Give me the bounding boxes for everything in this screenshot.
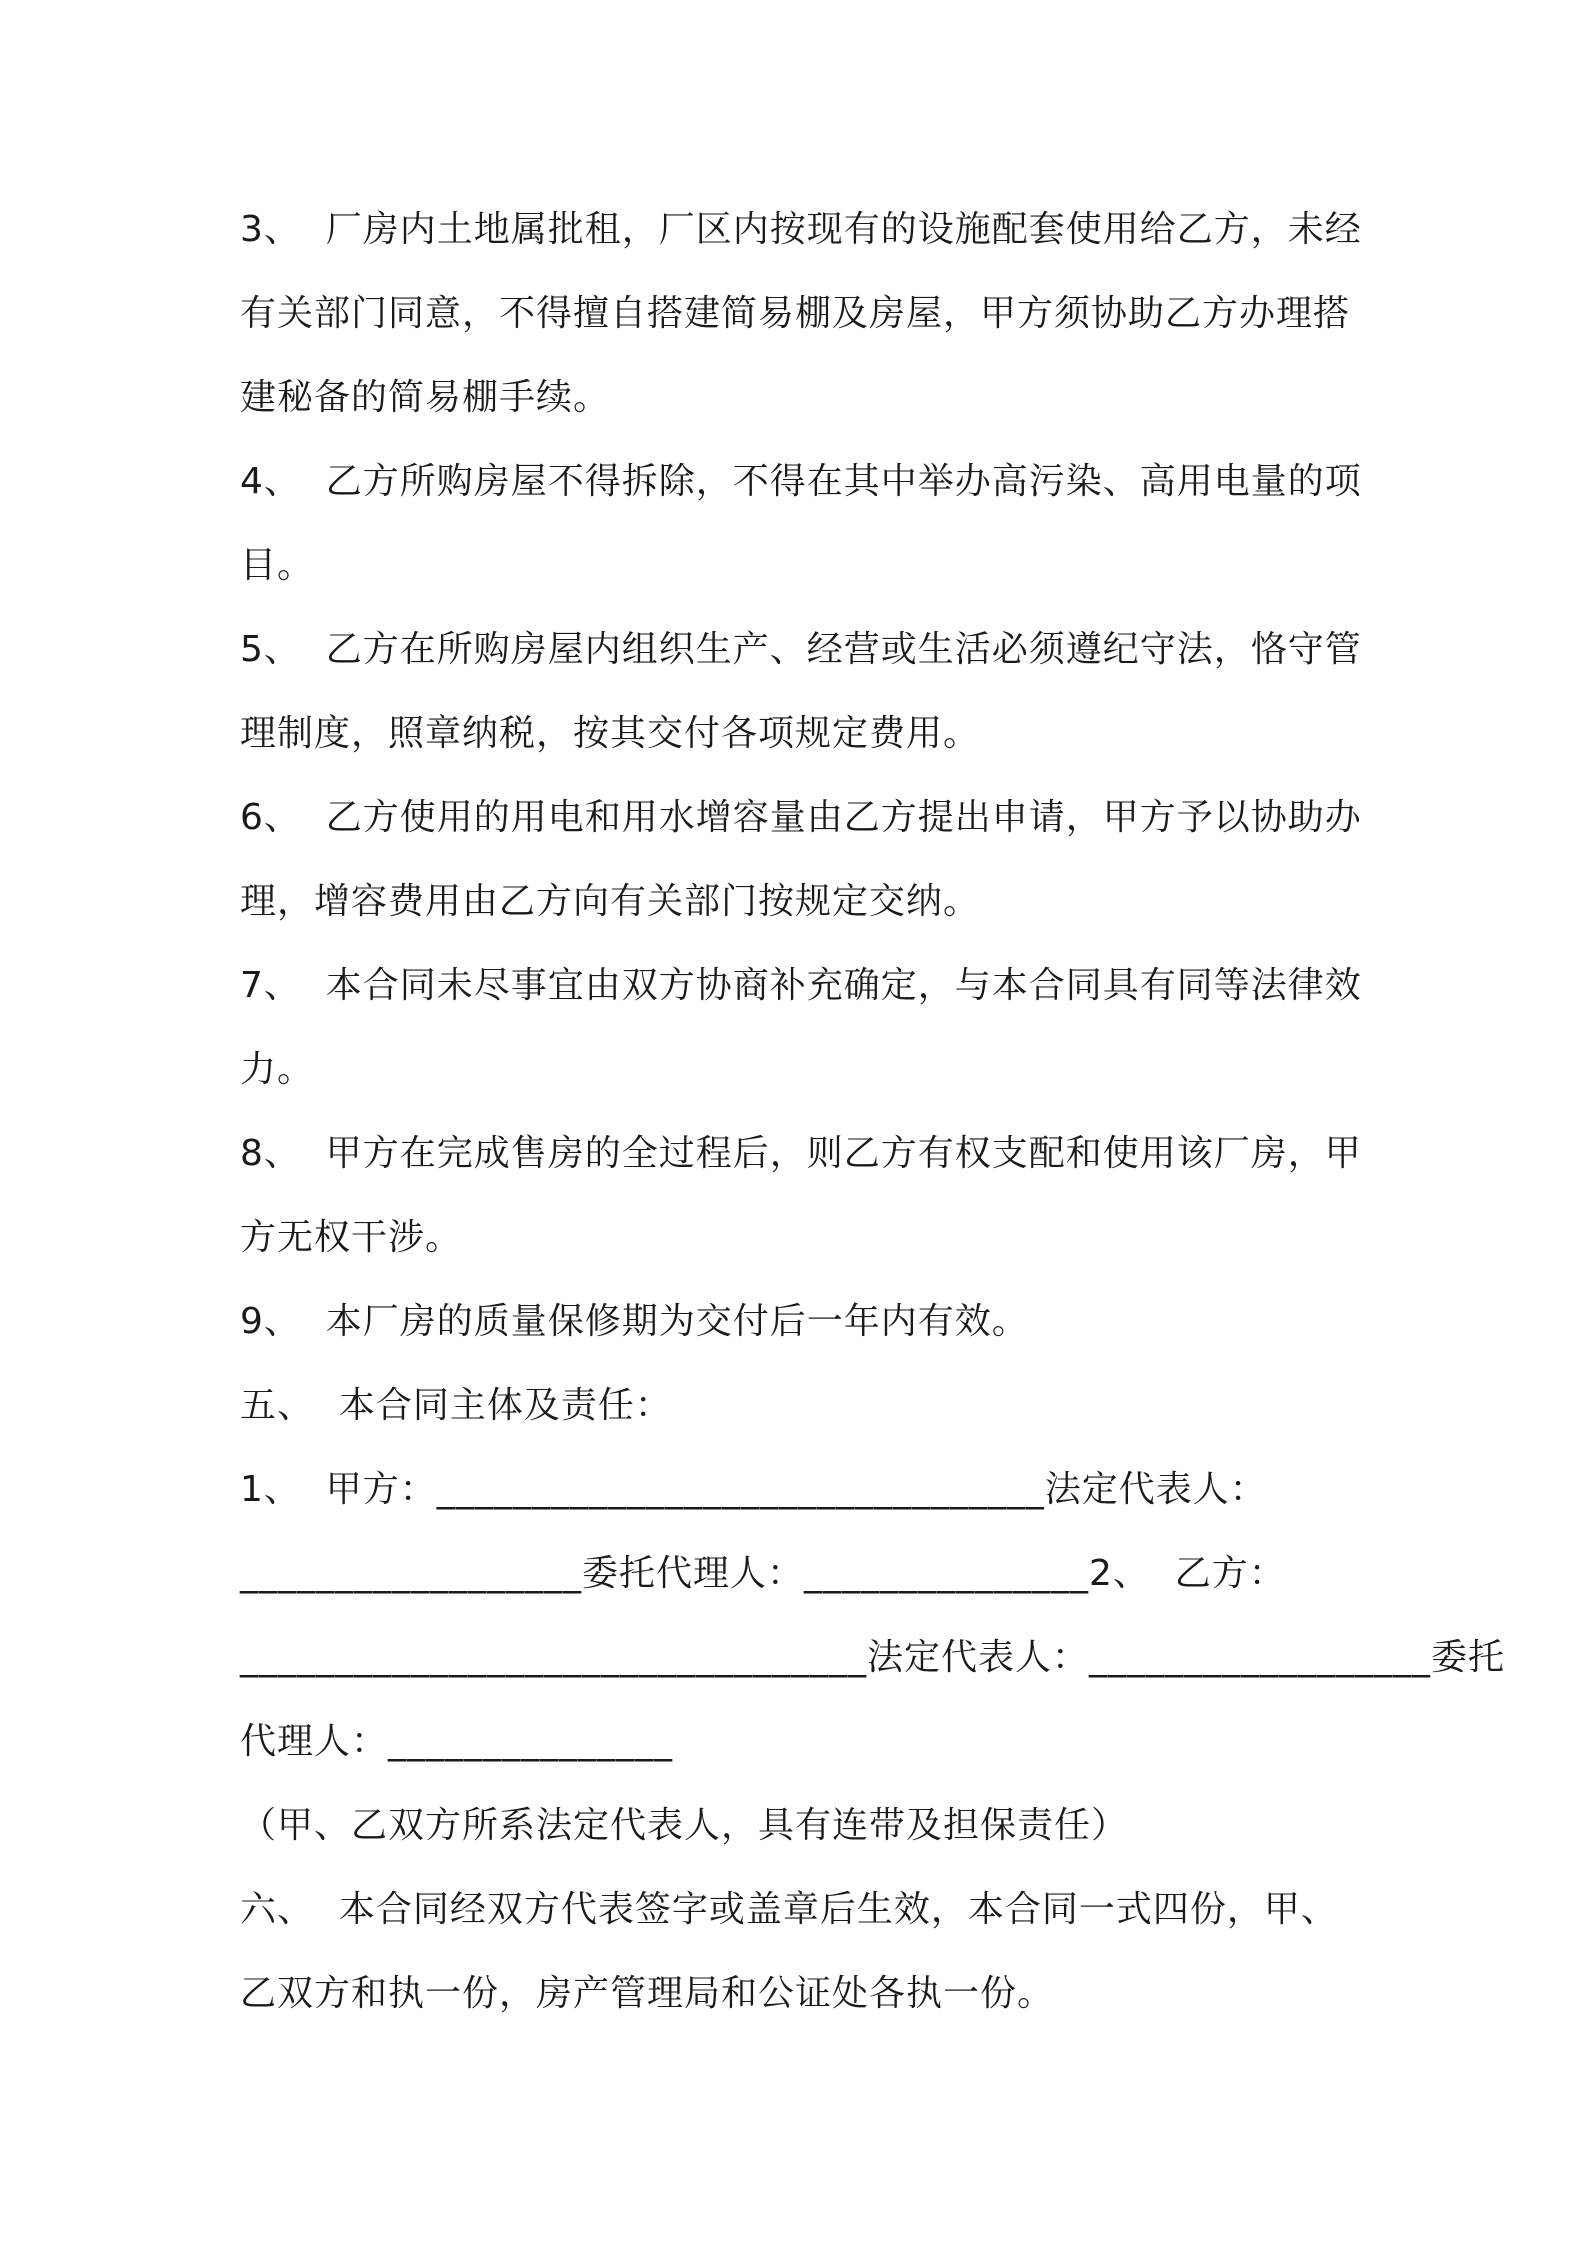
paragraph-5-line-1: 5、 乙方在所购房屋内组织生产、经营或生活必须遵纪守法，恪守管 <box>240 629 1362 670</box>
paragraph-6-line-1: 6、 乙方使用的用电和用水增容量由乙方提出申请，甲方予以协助办 <box>240 797 1362 838</box>
section-6-line-2: 乙双方和执一份，房产管理局和公证处各执一份。 <box>240 1973 1055 2014</box>
paragraph-5-line-2: 理制度，照章纳税，按其交付各项规定费用。 <box>240 713 981 754</box>
paragraph-6-line-2: 理，增容费用由乙方向有关部门按规定交纳。 <box>240 881 981 922</box>
paragraph-4-line-2: 目。 <box>240 545 315 586</box>
paragraph-7-line-1: 7、 本合同未尽事宜由双方协商补充确定，与本合同具有同等法律效 <box>240 965 1362 1006</box>
paragraph-3-line-3: 建秘备的简易棚手续。 <box>240 377 611 418</box>
section-5-heading: 五、 本合同主体及责任： <box>240 1385 672 1426</box>
paragraph-9-line-1: 9、 本厂房的质量保修期为交付后一年内有效。 <box>240 1301 1029 1342</box>
paragraph-4-line-1: 4、 乙方所购房屋不得拆除，不得在其中举办高污染、高用电量的项 <box>240 461 1362 502</box>
party-a-line: 1、 甲方：________________________________法定代表人： <box>240 1469 1267 1510</box>
paragraph-8-line-2: 方无权干涉。 <box>240 1217 463 1258</box>
paragraph-8-line-1: 8、 甲方在完成售房的全过程后，则乙方有权支配和使用该厂房，甲 <box>240 1133 1362 1174</box>
agent-party-b-line: __________________委托代理人：_______________2、 乙方： <box>240 1553 1286 1594</box>
section-6-line-1: 六、 本合同经双方代表签字或盖章后生效，本合同一式四份，甲、 <box>240 1889 1338 1930</box>
paragraph-3-line-1: 3、 厂房内土地属批租，厂区内按现有的设施配套使用给乙方，未经 <box>240 209 1362 250</box>
party-b-agent-line: 代理人：_______________ <box>240 1721 674 1762</box>
paragraph-7-line-2: 力。 <box>240 1049 315 1090</box>
liability-note: （甲、乙双方所系法定代表人，具有连带及担保责任） <box>240 1805 1129 1846</box>
party-b-representative-line: _________________________________法定代表人：__________________委托 <box>240 1637 1506 1678</box>
paragraph-3-line-2: 有关部门同意，不得擅自搭建简易棚及房屋，甲方须协助乙方办理搭 <box>240 293 1351 334</box>
